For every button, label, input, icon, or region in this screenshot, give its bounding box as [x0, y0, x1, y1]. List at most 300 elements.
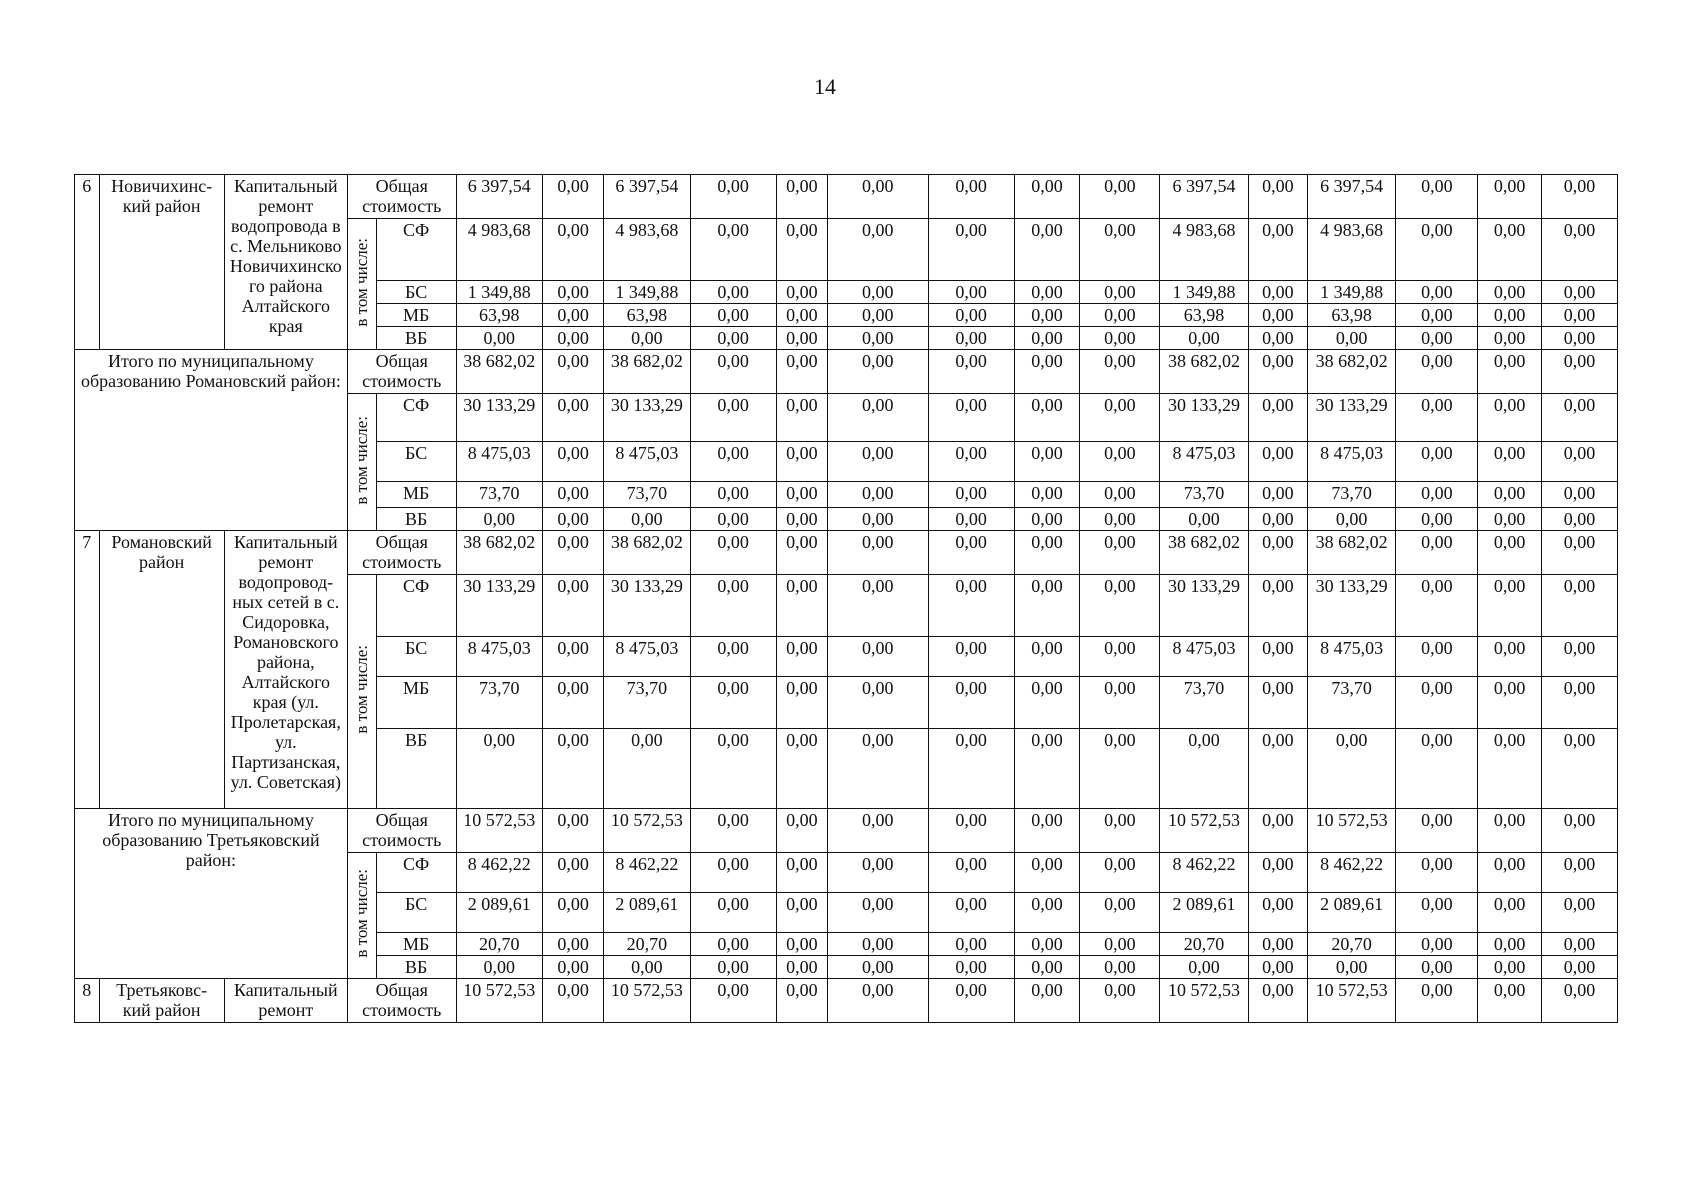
value-cell: 30 133,29	[1308, 575, 1396, 637]
value-cell: 38 682,02	[604, 531, 690, 575]
value-cell: 0,00	[1396, 219, 1478, 281]
value-cell: 0,00	[1396, 809, 1478, 853]
value-cell: 0,00	[1014, 933, 1080, 956]
funding-source-label: МБ	[376, 677, 456, 729]
value-cell: 0,00	[1248, 853, 1308, 893]
value-cell: 0,00	[1080, 219, 1160, 281]
value-cell: 0,00	[928, 394, 1014, 442]
value-cell: 10 572,53	[1160, 979, 1248, 1023]
value-cell: 0,00	[690, 442, 776, 482]
funding-source-label: БС	[376, 893, 456, 933]
value-cell: 0,00	[1396, 327, 1478, 350]
value-cell: 0,00	[1541, 956, 1617, 979]
value-cell: 0,00	[1396, 304, 1478, 327]
total-title: Итого по муниципальному образованию Третьяковский район:	[75, 809, 348, 979]
value-cell: 0,00	[1080, 531, 1160, 575]
value-cell: 0,00	[690, 281, 776, 304]
value-cell: 0,00	[1014, 853, 1080, 893]
value-cell: 0,00	[928, 327, 1014, 350]
table-row	[75, 979, 1618, 1023]
value-cell: 63,98	[456, 304, 542, 327]
value-cell: 0,00	[1248, 327, 1308, 350]
value-cell: 0,00	[1080, 350, 1160, 394]
value-cell: 0,00	[776, 350, 827, 394]
value-cell: 0,00	[604, 956, 690, 979]
value-cell: 0,00	[1541, 575, 1617, 637]
value-cell: 30 133,29	[1160, 575, 1248, 637]
value-cell: 0,00	[1396, 175, 1478, 219]
project-description: Капитальный ремонт	[224, 979, 347, 1023]
value-cell: 0,00	[1014, 394, 1080, 442]
funding-source-label: СФ	[376, 394, 456, 442]
value-cell: 0,00	[776, 531, 827, 575]
value-cell: 0,00	[690, 979, 776, 1023]
value-cell: 0,00	[1478, 893, 1542, 933]
funding-source-label: СФ	[376, 575, 456, 637]
funding-source-label: ВБ	[376, 327, 456, 350]
value-cell: 38 682,02	[1160, 531, 1248, 575]
value-cell: 0,00	[456, 729, 542, 809]
value-cell: 0,00	[1014, 482, 1080, 508]
value-cell: 0,00	[456, 508, 542, 531]
value-cell: 0,00	[1396, 394, 1478, 442]
total-cost-label: Общая стоимость	[347, 531, 456, 575]
value-cell: 0,00	[928, 482, 1014, 508]
value-cell: 0,00	[776, 893, 827, 933]
value-cell: 0,00	[1080, 281, 1160, 304]
total-cost-label: Общая стоимость	[347, 350, 456, 394]
value-cell: 0,00	[1478, 956, 1542, 979]
value-cell: 0,00	[690, 893, 776, 933]
value-cell: 0,00	[1541, 327, 1617, 350]
value-cell: 0,00	[827, 327, 928, 350]
value-cell: 0,00	[1014, 956, 1080, 979]
value-cell: 0,00	[1014, 219, 1080, 281]
value-cell: 0,00	[1080, 979, 1160, 1023]
value-cell: 10 572,53	[1308, 809, 1396, 853]
value-cell: 6 397,54	[1160, 175, 1248, 219]
value-cell: 0,00	[827, 219, 928, 281]
value-cell: 6 397,54	[1308, 175, 1396, 219]
in-that-number-text: в том числе:	[351, 237, 371, 327]
project-description: Капитальный ремонт водопровод-ных сетей в с. Сидоровка, Романовского района, Алтайского края (ул. Пролетарская, ул. Партизанская, ул. Советская)	[224, 531, 347, 809]
district-name: Новичихинс-кий район	[99, 175, 224, 350]
value-cell: 73,70	[1308, 482, 1396, 508]
value-cell: 0,00	[1080, 175, 1160, 219]
total-title: Итого по муниципальному образованию Романовский район:	[75, 350, 348, 531]
value-cell: 0,00	[1080, 637, 1160, 677]
funding-source-label: БС	[376, 442, 456, 482]
value-cell: 73,70	[456, 482, 542, 508]
value-cell: 0,00	[1541, 175, 1617, 219]
value-cell: 8 475,03	[604, 637, 690, 677]
value-cell: 0,00	[542, 933, 604, 956]
value-cell: 0,00	[827, 531, 928, 575]
value-cell: 0,00	[690, 508, 776, 531]
value-cell: 0,00	[690, 575, 776, 637]
value-cell: 0,00	[1248, 809, 1308, 853]
value-cell: 10 572,53	[1308, 979, 1396, 1023]
value-cell: 0,00	[542, 442, 604, 482]
in-that-number-text: в том числе:	[351, 645, 371, 734]
value-cell: 0,00	[1478, 809, 1542, 853]
value-cell: 0,00	[1080, 677, 1160, 729]
value-cell: 0,00	[827, 853, 928, 893]
value-cell: 0,00	[827, 508, 928, 531]
value-cell: 0,00	[928, 677, 1014, 729]
value-cell: 0,00	[1396, 853, 1478, 893]
value-cell: 0,00	[604, 508, 690, 531]
value-cell: 0,00	[542, 853, 604, 893]
value-cell: 0,00	[827, 933, 928, 956]
value-cell: 0,00	[1541, 281, 1617, 304]
value-cell: 0,00	[1248, 394, 1308, 442]
in-that-number-text: в том числе:	[351, 415, 371, 505]
value-cell: 0,00	[690, 956, 776, 979]
value-cell: 0,00	[1248, 304, 1308, 327]
value-cell: 0,00	[1160, 327, 1248, 350]
value-cell: 0,00	[1014, 893, 1080, 933]
value-cell: 0,00	[928, 853, 1014, 893]
value-cell: 0,00	[1080, 893, 1160, 933]
value-cell: 0,00	[1478, 219, 1542, 281]
value-cell: 4 983,68	[456, 219, 542, 281]
value-cell: 0,00	[1478, 508, 1542, 531]
value-cell: 8 475,03	[456, 637, 542, 677]
value-cell: 0,00	[1396, 350, 1478, 394]
value-cell: 0,00	[1396, 442, 1478, 482]
value-cell: 0,00	[1248, 979, 1308, 1023]
funding-source-label: СФ	[376, 853, 456, 893]
value-cell: 0,00	[1080, 956, 1160, 979]
row-index: 8	[75, 979, 100, 1023]
value-cell: 0,00	[776, 394, 827, 442]
value-cell: 0,00	[1248, 175, 1308, 219]
value-cell: 30 133,29	[456, 575, 542, 637]
value-cell: 2 089,61	[604, 893, 690, 933]
value-cell: 8 462,22	[1308, 853, 1396, 893]
value-cell: 0,00	[1308, 327, 1396, 350]
total-cost-label: Общая стоимость	[347, 809, 456, 853]
value-cell: 63,98	[604, 304, 690, 327]
value-cell: 0,00	[928, 637, 1014, 677]
value-cell: 0,00	[1308, 956, 1396, 979]
value-cell: 8 475,03	[1308, 637, 1396, 677]
value-cell: 0,00	[542, 637, 604, 677]
value-cell: 0,00	[1478, 175, 1542, 219]
funding-source-label: ВБ	[376, 956, 456, 979]
value-cell: 4 983,68	[1308, 219, 1396, 281]
value-cell: 0,00	[776, 637, 827, 677]
value-cell: 0,00	[456, 956, 542, 979]
value-cell: 0,00	[1396, 482, 1478, 508]
value-cell: 0,00	[1248, 531, 1308, 575]
value-cell: 0,00	[1248, 350, 1308, 394]
value-cell: 0,00	[1396, 508, 1478, 531]
value-cell: 0,00	[1308, 508, 1396, 531]
value-cell: 0,00	[690, 677, 776, 729]
value-cell: 30 133,29	[1308, 394, 1396, 442]
value-cell: 0,00	[1014, 442, 1080, 482]
value-cell: 0,00	[827, 677, 928, 729]
funding-source-label: СФ	[376, 219, 456, 281]
value-cell: 8 462,22	[604, 853, 690, 893]
value-cell: 0,00	[827, 729, 928, 809]
value-cell: 38 682,02	[1308, 531, 1396, 575]
value-cell: 0,00	[1541, 809, 1617, 853]
value-cell: 0,00	[1014, 729, 1080, 809]
value-cell: 0,00	[776, 304, 827, 327]
row-index: 6	[75, 175, 100, 350]
value-cell: 0,00	[776, 575, 827, 637]
value-cell: 0,00	[928, 956, 1014, 979]
value-cell: 0,00	[1478, 304, 1542, 327]
in-that-number-text: в том числе:	[351, 869, 371, 958]
value-cell: 0,00	[776, 175, 827, 219]
value-cell: 8 462,22	[1160, 853, 1248, 893]
total-cost-label: Общая стоимость	[347, 175, 456, 219]
funding-source-label: МБ	[376, 482, 456, 508]
total-cost-label: Общая стоимость	[347, 979, 456, 1023]
value-cell: 0,00	[1396, 729, 1478, 809]
value-cell: 0,00	[542, 281, 604, 304]
value-cell: 0,00	[928, 933, 1014, 956]
value-cell: 0,00	[1248, 729, 1308, 809]
value-cell: 0,00	[776, 809, 827, 853]
value-cell: 0,00	[1478, 482, 1542, 508]
value-cell: 0,00	[1080, 933, 1160, 956]
value-cell: 0,00	[542, 327, 604, 350]
value-cell: 73,70	[1160, 677, 1248, 729]
value-cell: 0,00	[1014, 677, 1080, 729]
value-cell: 38 682,02	[1308, 350, 1396, 394]
value-cell: 0,00	[542, 531, 604, 575]
value-cell: 0,00	[542, 482, 604, 508]
value-cell: 38 682,02	[456, 350, 542, 394]
value-cell: 0,00	[690, 853, 776, 893]
value-cell: 30 133,29	[604, 575, 690, 637]
value-cell: 0,00	[1541, 979, 1617, 1023]
value-cell: 0,00	[1396, 933, 1478, 956]
value-cell: 0,00	[690, 394, 776, 442]
value-cell: 0,00	[690, 219, 776, 281]
value-cell: 73,70	[1160, 482, 1248, 508]
value-cell: 20,70	[1308, 933, 1396, 956]
value-cell: 0,00	[1248, 482, 1308, 508]
value-cell: 0,00	[1308, 729, 1396, 809]
value-cell: 0,00	[776, 442, 827, 482]
value-cell: 0,00	[604, 327, 690, 350]
value-cell: 0,00	[542, 175, 604, 219]
value-cell: 8 475,03	[1160, 637, 1248, 677]
value-cell: 0,00	[1080, 394, 1160, 442]
value-cell: 1 349,88	[604, 281, 690, 304]
value-cell: 0,00	[776, 979, 827, 1023]
value-cell: 0,00	[928, 729, 1014, 809]
value-cell: 0,00	[542, 508, 604, 531]
value-cell: 0,00	[1014, 281, 1080, 304]
budget-table	[74, 174, 1618, 1023]
value-cell: 0,00	[1014, 350, 1080, 394]
value-cell: 0,00	[1248, 637, 1308, 677]
value-cell: 0,00	[1160, 729, 1248, 809]
value-cell: 0,00	[776, 219, 827, 281]
value-cell: 0,00	[827, 304, 928, 327]
value-cell: 0,00	[542, 729, 604, 809]
value-cell: 0,00	[1248, 933, 1308, 956]
value-cell: 0,00	[827, 442, 928, 482]
value-cell: 0,00	[1014, 531, 1080, 575]
value-cell: 0,00	[542, 575, 604, 637]
value-cell: 0,00	[1396, 575, 1478, 637]
value-cell: 0,00	[1080, 508, 1160, 531]
value-cell: 0,00	[690, 637, 776, 677]
value-cell: 0,00	[1080, 575, 1160, 637]
value-cell: 0,00	[1396, 281, 1478, 304]
value-cell: 10 572,53	[456, 979, 542, 1023]
table-row	[75, 175, 1618, 219]
value-cell: 1 349,88	[1308, 281, 1396, 304]
value-cell: 0,00	[776, 933, 827, 956]
district-name: Романовский район	[99, 531, 224, 809]
row-index: 7	[75, 531, 100, 809]
funding-source-label: ВБ	[376, 508, 456, 531]
value-cell: 0,00	[1396, 956, 1478, 979]
value-cell: 0,00	[1080, 809, 1160, 853]
value-cell: 0,00	[1541, 350, 1617, 394]
value-cell: 0,00	[1541, 394, 1617, 442]
value-cell: 0,00	[1478, 350, 1542, 394]
value-cell: 0,00	[1080, 853, 1160, 893]
value-cell: 0,00	[928, 531, 1014, 575]
value-cell: 0,00	[1248, 956, 1308, 979]
value-cell: 0,00	[1541, 482, 1617, 508]
value-cell: 0,00	[1541, 219, 1617, 281]
value-cell: 0,00	[827, 956, 928, 979]
value-cell: 8 462,22	[456, 853, 542, 893]
value-cell: 0,00	[928, 281, 1014, 304]
value-cell: 0,00	[542, 809, 604, 853]
value-cell: 0,00	[1014, 175, 1080, 219]
value-cell: 0,00	[1478, 637, 1542, 677]
value-cell: 0,00	[1014, 637, 1080, 677]
value-cell: 2 089,61	[456, 893, 542, 933]
funding-source-label: МБ	[376, 304, 456, 327]
value-cell: 0,00	[1160, 956, 1248, 979]
value-cell: 0,00	[542, 677, 604, 729]
value-cell: 38 682,02	[604, 350, 690, 394]
value-cell: 0,00	[542, 956, 604, 979]
funding-source-label: ВБ	[376, 729, 456, 809]
value-cell: 0,00	[1541, 637, 1617, 677]
value-cell: 8 475,03	[604, 442, 690, 482]
value-cell: 4 983,68	[604, 219, 690, 281]
value-cell: 73,70	[604, 677, 690, 729]
value-cell: 0,00	[1396, 637, 1478, 677]
value-cell: 73,70	[1308, 677, 1396, 729]
value-cell: 0,00	[776, 956, 827, 979]
value-cell: 2 089,61	[1308, 893, 1396, 933]
value-cell: 0,00	[1478, 979, 1542, 1023]
value-cell: 0,00	[542, 219, 604, 281]
value-cell: 0,00	[827, 575, 928, 637]
value-cell: 0,00	[1478, 394, 1542, 442]
project-description: Капитальный ремонт водопровода в с. Мельниково Новичихинско го района Алтайского края	[224, 175, 347, 350]
value-cell: 10 572,53	[604, 979, 690, 1023]
value-cell: 0,00	[1478, 442, 1542, 482]
value-cell: 0,00	[1014, 508, 1080, 531]
value-cell: 0,00	[1541, 304, 1617, 327]
value-cell: 0,00	[827, 482, 928, 508]
value-cell: 8 475,03	[1160, 442, 1248, 482]
value-cell: 0,00	[690, 482, 776, 508]
value-cell: 0,00	[690, 304, 776, 327]
value-cell: 4 983,68	[1160, 219, 1248, 281]
value-cell: 38 682,02	[1160, 350, 1248, 394]
value-cell: 0,00	[1541, 442, 1617, 482]
value-cell: 30 133,29	[1160, 394, 1248, 442]
value-cell: 0,00	[928, 508, 1014, 531]
table-row	[75, 531, 1618, 575]
value-cell: 0,00	[1396, 979, 1478, 1023]
value-cell: 0,00	[1541, 729, 1617, 809]
in-that-number-label	[347, 394, 376, 531]
value-cell: 0,00	[776, 482, 827, 508]
value-cell: 0,00	[1014, 575, 1080, 637]
value-cell: 0,00	[928, 575, 1014, 637]
value-cell: 0,00	[928, 893, 1014, 933]
value-cell: 0,00	[690, 729, 776, 809]
value-cell: 0,00	[827, 893, 928, 933]
value-cell: 0,00	[1478, 327, 1542, 350]
value-cell: 6 397,54	[604, 175, 690, 219]
value-cell: 0,00	[776, 508, 827, 531]
value-cell: 0,00	[827, 979, 928, 1023]
value-cell: 0,00	[542, 350, 604, 394]
value-cell: 8 475,03	[456, 442, 542, 482]
value-cell: 0,00	[928, 350, 1014, 394]
value-cell: 73,70	[604, 482, 690, 508]
value-cell: 0,00	[1248, 442, 1308, 482]
value-cell: 0,00	[827, 281, 928, 304]
value-cell: 0,00	[690, 350, 776, 394]
value-cell: 20,70	[1160, 933, 1248, 956]
value-cell: 0,00	[690, 933, 776, 956]
value-cell: 0,00	[776, 327, 827, 350]
value-cell: 0,00	[1248, 508, 1308, 531]
value-cell: 0,00	[1080, 442, 1160, 482]
value-cell: 0,00	[604, 729, 690, 809]
value-cell: 0,00	[1478, 281, 1542, 304]
value-cell: 0,00	[827, 809, 928, 853]
total-row	[75, 350, 1618, 394]
funding-source-label: МБ	[376, 933, 456, 956]
value-cell: 0,00	[827, 175, 928, 219]
value-cell: 0,00	[690, 175, 776, 219]
value-cell: 2 089,61	[1160, 893, 1248, 933]
value-cell: 0,00	[1080, 304, 1160, 327]
value-cell: 30 133,29	[456, 394, 542, 442]
value-cell: 0,00	[776, 677, 827, 729]
value-cell: 0,00	[1541, 853, 1617, 893]
value-cell: 0,00	[1248, 281, 1308, 304]
value-cell: 0,00	[1396, 677, 1478, 729]
value-cell: 38 682,02	[456, 531, 542, 575]
value-cell: 10 572,53	[604, 809, 690, 853]
value-cell: 0,00	[1478, 729, 1542, 809]
value-cell: 0,00	[776, 853, 827, 893]
value-cell: 20,70	[456, 933, 542, 956]
